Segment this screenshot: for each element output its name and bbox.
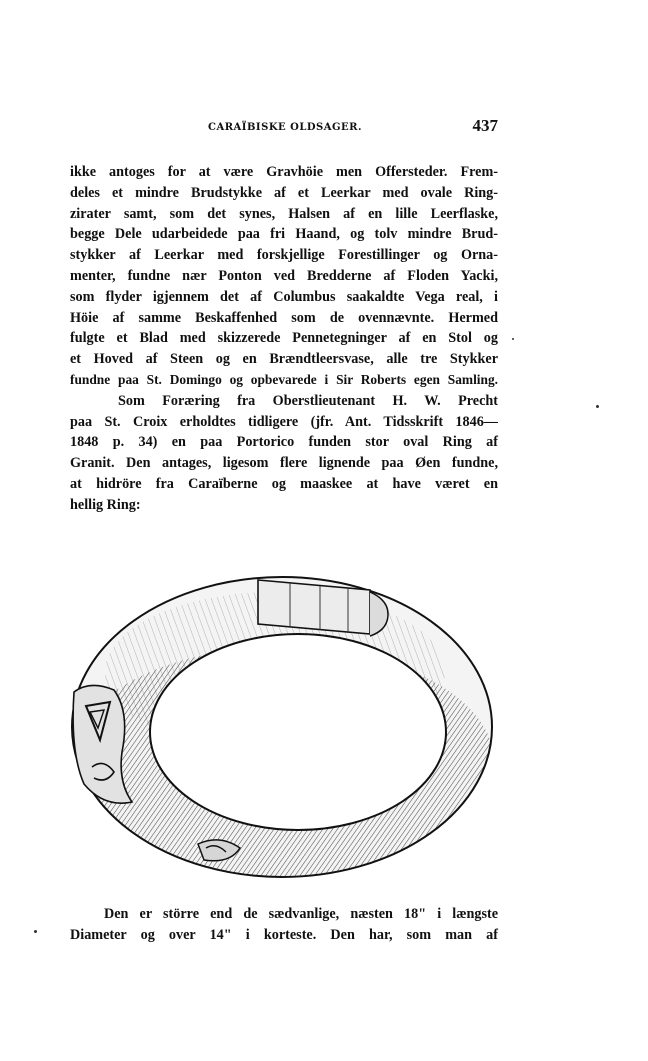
- print-speck: [34, 930, 37, 933]
- text-line: paa St. Croix erholdtes tidligere (jfr. Ant. Tidsskrift 1846—: [70, 413, 498, 430]
- continuation-paragraph: [70, 904, 498, 946]
- text-line: Granit. Den antages, ligesom flere lignende paa Øen fundne,: [70, 455, 498, 472]
- text-line: begge Dele udarbeidede paa fri Haand, og tolv mindre Brud-: [70, 226, 498, 243]
- text-line: deles et mindre Brudstykke af et Leerkar med ovale Ring-: [70, 184, 498, 201]
- text-line: stykker af Leerkar med forskjellige Forestillinger og Orna-: [70, 247, 498, 264]
- text-line: fundne paa St. Domingo og opbevarede i Sir Roberts egen Samling.: [70, 371, 498, 387]
- text-line: menter, fundne nær Ponton ved Bredderne af Floden Yacki,: [70, 267, 498, 284]
- text-line: Höie af samme Beskaffenhed som de ovennævnte. Hermed: [70, 309, 498, 326]
- running-title: CARAÏBISKE OLDSAGER.: [208, 122, 362, 133]
- text-line: fulgte et Blad med skizzerede Pennetegninger af en Stol og: [70, 330, 498, 347]
- print-speck: [512, 338, 514, 340]
- body-paragraph: [70, 162, 498, 516]
- text-line: som flyder igjennem det af Columbus saakaldte Vega real, i: [70, 288, 498, 305]
- text-line: 1848 p. 34) en paa Portorico funden stor oval Ring af: [70, 434, 498, 451]
- text-line: Som Foræring fra Oberstlieutenant H. W. Precht: [118, 392, 498, 409]
- text-line: zirater samt, som det synes, Halsen af en lille Leerflaske,: [70, 205, 498, 222]
- text-line: et Hoved af Steen og en Brændtleersvase, alle tre Stykker: [70, 351, 498, 368]
- text-line: ikke antoges for at være Gravhöie men Offersteder. Frem-: [70, 164, 498, 180]
- text-line: Den er större end de sædvanlige, næsten 18" i længste: [104, 906, 498, 922]
- print-speck: [596, 405, 599, 408]
- page-header: [70, 116, 498, 140]
- stone-ring-engraving: [70, 562, 500, 882]
- page-number: 437: [472, 116, 498, 135]
- text-line: at hidröre fra Caraïberne og maaskee at have været en: [70, 475, 498, 492]
- text-line: hellig Ring:: [70, 496, 141, 513]
- text-line: Diameter og over 14" i korteste. Den har, som man af: [70, 926, 498, 943]
